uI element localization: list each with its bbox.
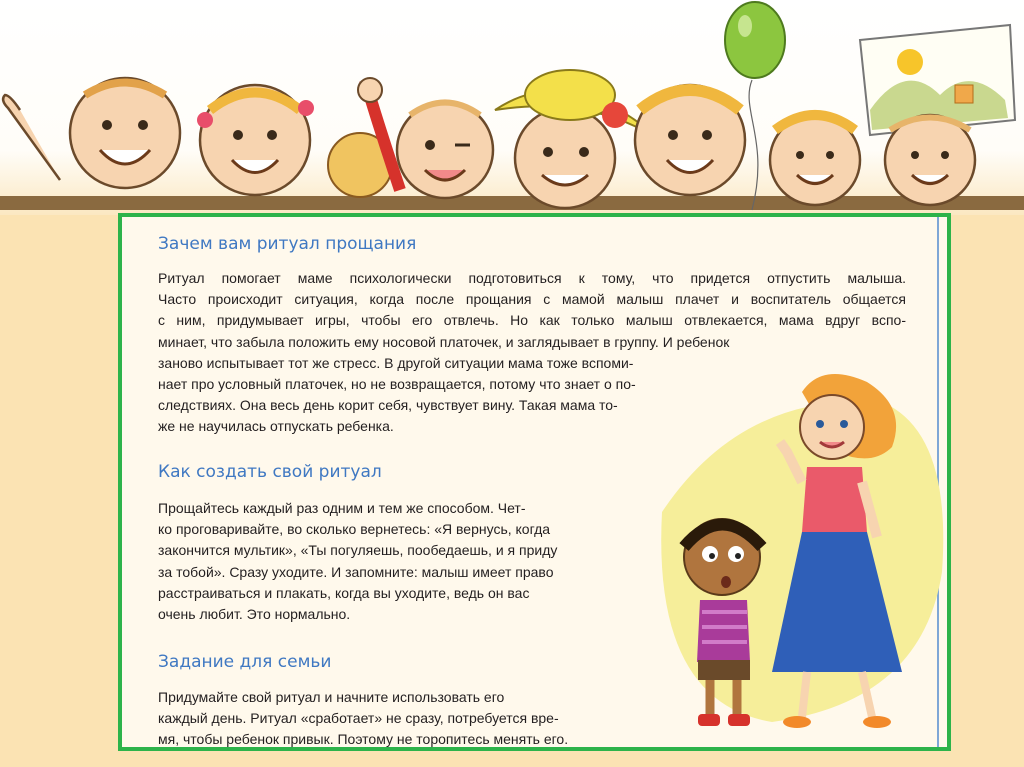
text-line: за тобой». Сразу уходите. И запомните: малыш имеет право: [158, 563, 554, 580]
children-banner-illustration: [0, 0, 1024, 225]
text-line: очень любит. Это нормально.: [158, 606, 351, 623]
text-line: с ним, придумывает игры, чтобы его отвлечь. Но как только малыш отвлекается, мама вдруг вспо-: [158, 312, 906, 329]
teddy-and-arm: [328, 78, 400, 197]
heading-family-task: Задание для семьи: [158, 652, 332, 672]
text-line: Ритуал помогает маме психологически подготовиться к тому, что придется отпустить малыша.: [158, 270, 906, 286]
heading-why-ritual: Зачем вам ритуал прощания: [158, 234, 417, 254]
child-face-7: [885, 115, 975, 205]
paragraph-create-ritual: [158, 498, 618, 625]
text-line: минает, что забыла положить ему носовой платочек, и заглядывает в группу. И ребенок: [158, 333, 730, 350]
text-line: каждый день. Ритуал «сработает» не сразу, потребуется вре-: [158, 710, 559, 727]
child-face-2: [197, 85, 314, 195]
child-face-6: [770, 115, 860, 205]
text-line: закончится мультик», «Ты погуляешь, пообедаешь, и я приду: [158, 542, 558, 559]
child-face-5: [635, 85, 745, 195]
heading-create-ritual: Как создать свой ритуал: [158, 462, 382, 482]
text-line: мя, чтобы ребенок привык. Поэтому не торопитесь менять его.: [158, 731, 569, 748]
child-face-3: [397, 102, 493, 198]
wall-top: [0, 196, 1024, 210]
text-line: следствиях. Она весь день корит себя, чувствует вину. Такая мама то-: [158, 397, 618, 414]
text-line: Прощайтесь каждый раз одним и тем же способом. Чет-: [158, 500, 526, 516]
child-face-1: [3, 78, 180, 188]
article-card: [118, 213, 951, 751]
text-line: Придумайте свой ритуал и начните использовать его: [158, 689, 505, 705]
text-line: расстраиваться и плакать, когда вы уходите, ведь он вас: [158, 584, 530, 601]
paragraph-why-ritual: [158, 268, 906, 438]
text-line: заново испытывает тот же стресс. В другой ситуации мама тоже вспоми-: [158, 354, 634, 371]
text-line: ко проговаривайте, во сколько вернетесь: «Я вернусь, когда: [158, 521, 551, 538]
text-line: нает про условный платочек, но не возвращается, потому что знает о по-: [158, 376, 636, 393]
text-line: Часто происходит ситуация, когда после прощания с мамой малыш плачет и воспитатель общается: [158, 291, 906, 308]
paragraph-family-task: [158, 687, 628, 751]
text-line: же не научилась отпускать ребенка.: [158, 418, 394, 435]
